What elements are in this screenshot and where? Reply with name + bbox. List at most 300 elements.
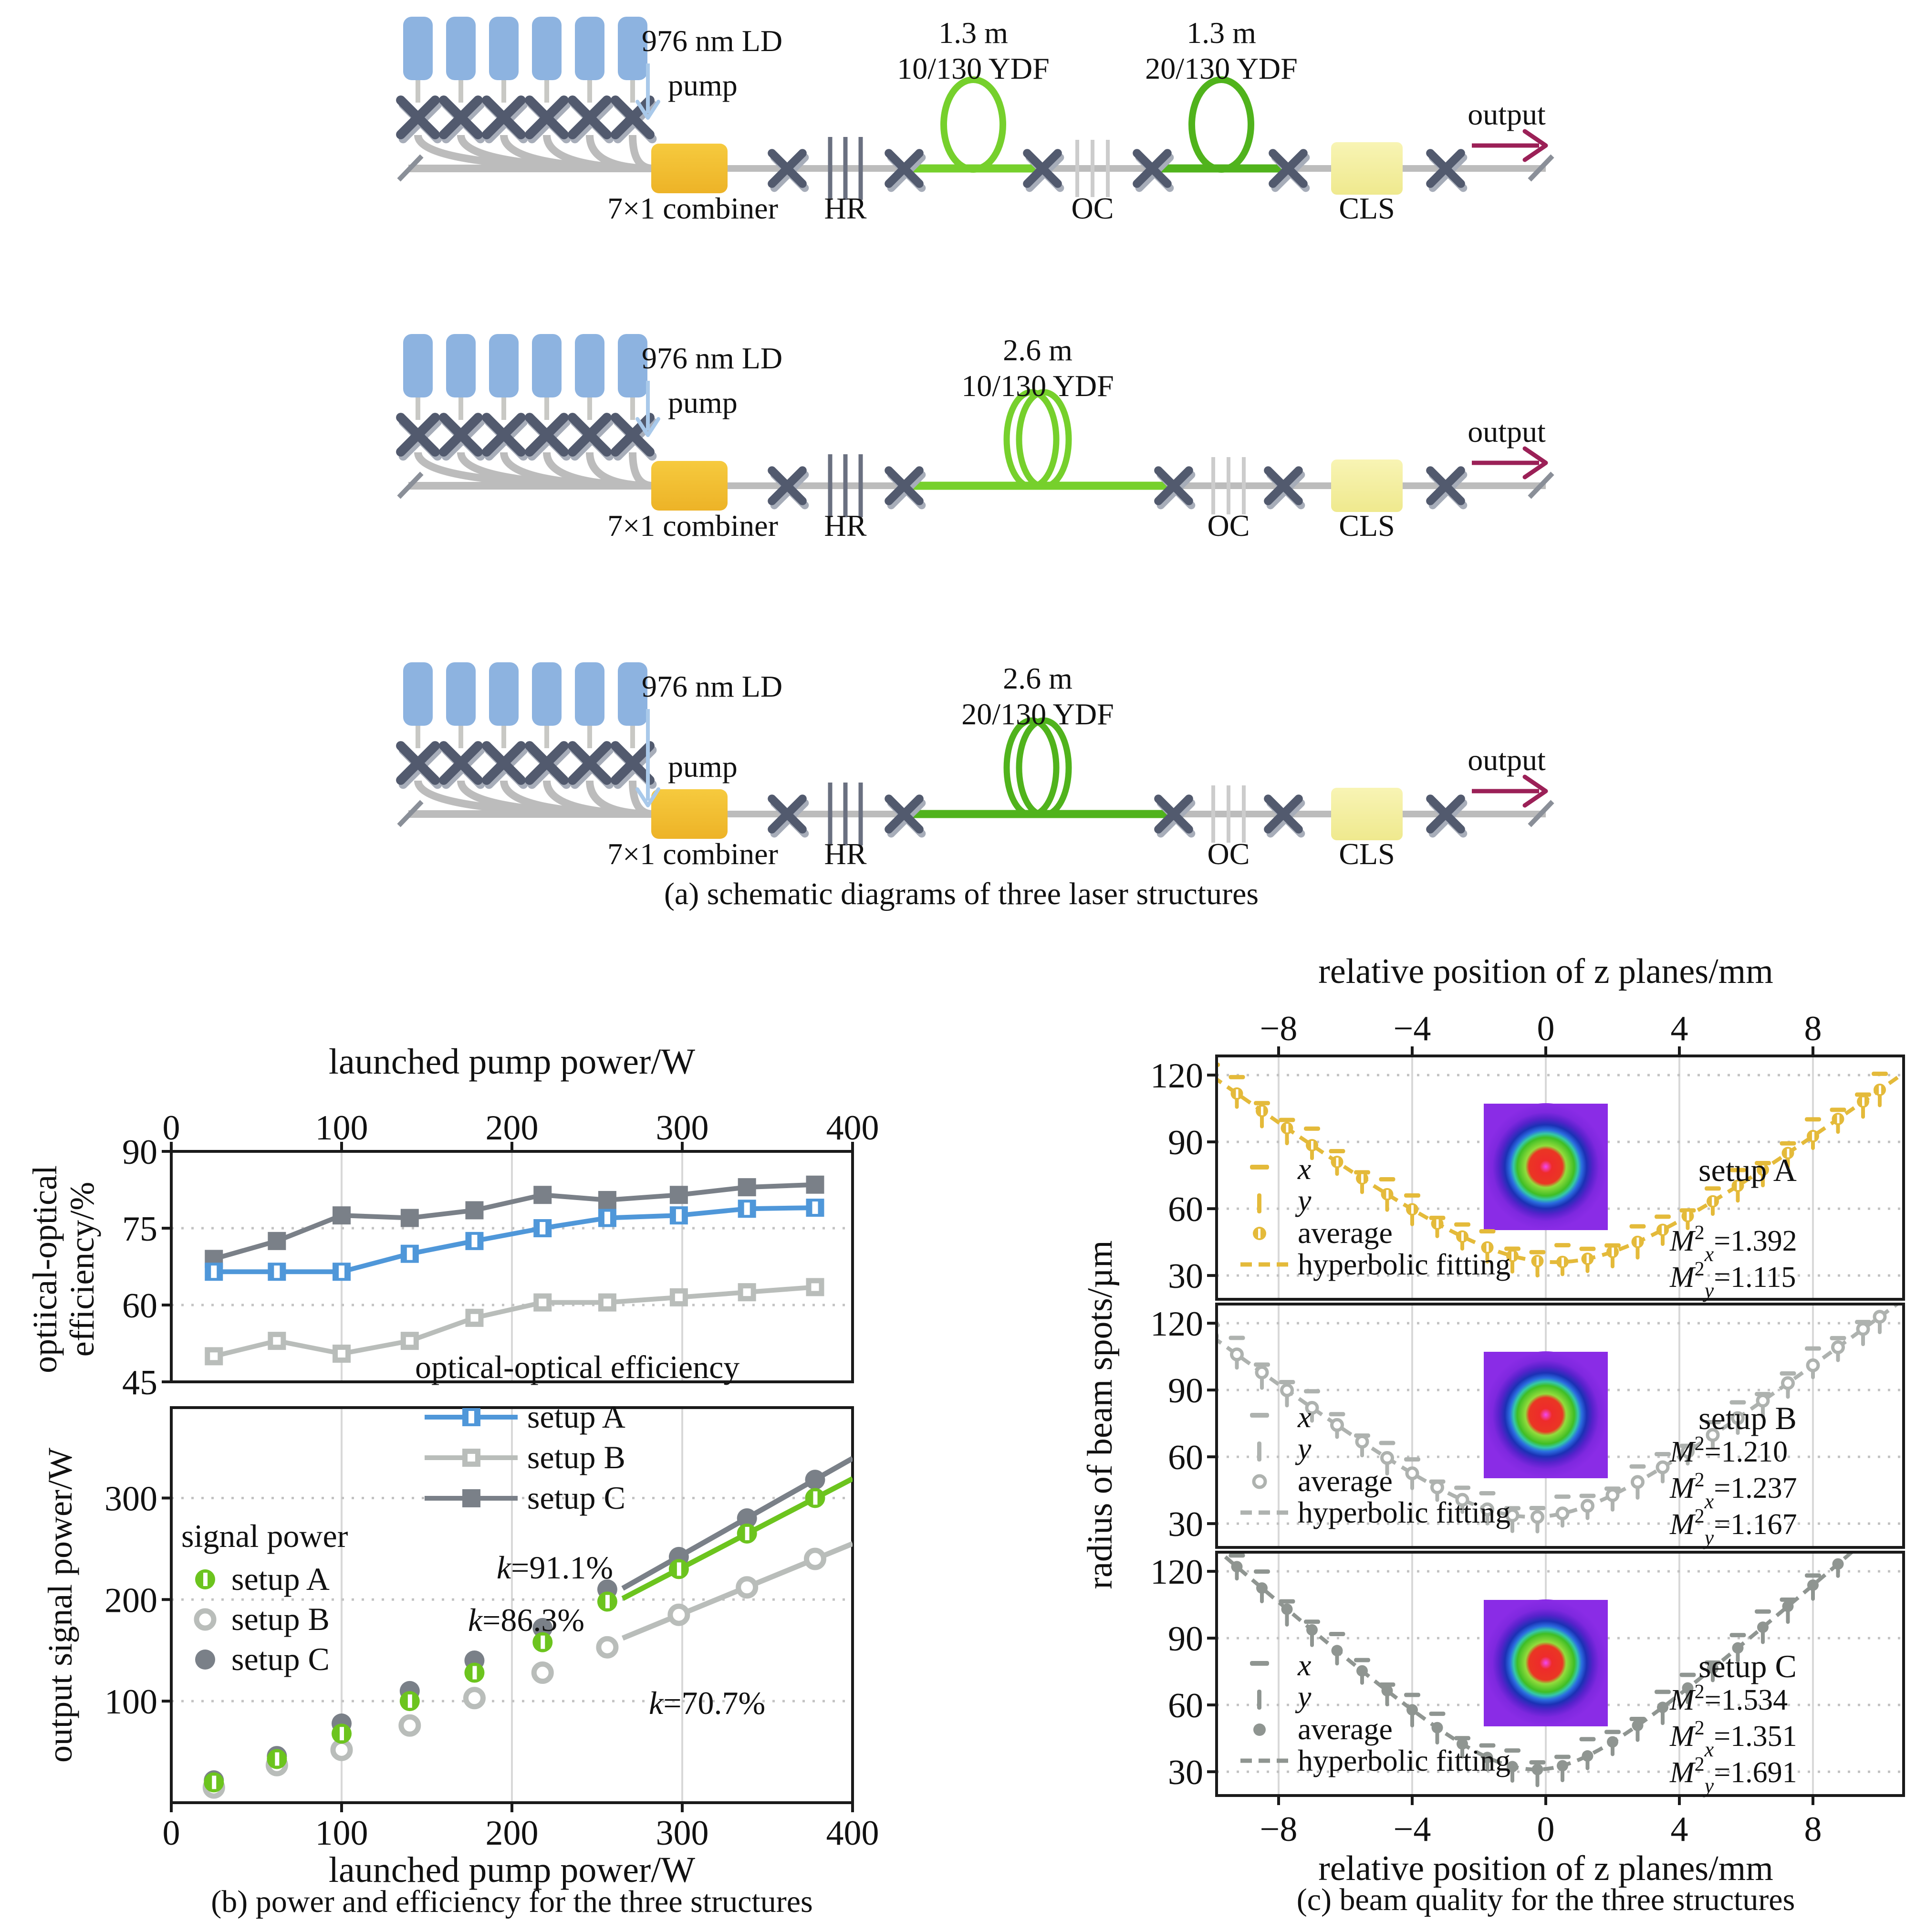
marker-slit <box>604 1212 610 1224</box>
combiner-box <box>651 789 728 839</box>
tspan: x <box>1704 1490 1714 1513</box>
x-radius-marker <box>1680 1673 1696 1677</box>
bottom-tick-label: 4 <box>1670 1810 1688 1849</box>
legend-y-marker <box>1257 1193 1261 1213</box>
pump-diode <box>532 662 562 726</box>
y-tick-label: 90 <box>1168 1123 1203 1163</box>
beam-panel <box>1150 1046 1906 1302</box>
legend-x-marker <box>1250 1165 1269 1170</box>
data-point <box>465 1201 483 1219</box>
tspan: y <box>1704 1526 1714 1549</box>
fiber-type-label: 20/130 YDF <box>961 697 1114 731</box>
marker-slit <box>471 1235 477 1247</box>
tspan: M <box>1670 1436 1695 1468</box>
x-radius-marker <box>1780 1371 1796 1376</box>
legend-label: hyperbolic fitting <box>1298 1247 1511 1281</box>
y-tick-label: 30 <box>1168 1505 1203 1545</box>
pump-diode <box>575 17 604 80</box>
top-tick-label: −8 <box>1260 1009 1298 1048</box>
y-tick-label: 30 <box>1168 1257 1203 1296</box>
tspan: 2 <box>1694 1717 1705 1739</box>
average-marker <box>1306 1624 1318 1636</box>
marker-slit <box>1311 1141 1313 1149</box>
data-point <box>670 1186 688 1204</box>
average-marker <box>1582 1750 1593 1762</box>
x-radius-marker <box>1304 1127 1320 1131</box>
beam-spot-gradient <box>1484 1103 1608 1230</box>
bottom-tick-label: −4 <box>1393 1810 1431 1849</box>
x-radius-marker <box>1554 1494 1571 1499</box>
pump-diode <box>489 17 519 80</box>
marker-slit <box>1862 1097 1864 1106</box>
x-radius-marker <box>1454 1222 1470 1227</box>
average-marker <box>1607 1490 1618 1500</box>
legend-label: x <box>1298 1648 1312 1682</box>
ld-label: 976 nm LD <box>642 341 783 375</box>
x-radius-marker <box>1279 1118 1295 1122</box>
marker-slit <box>677 1562 681 1576</box>
x-radius-marker <box>1254 1101 1270 1105</box>
data-point <box>738 1178 756 1196</box>
average-marker <box>1632 1720 1644 1731</box>
marker-slit <box>812 1201 818 1214</box>
legend-label: setup A <box>231 1561 330 1597</box>
top-axis-tick-label: 400 <box>826 1108 879 1148</box>
x-radius-marker <box>1279 1599 1295 1604</box>
y-tick-label: 120 <box>1150 1305 1203 1344</box>
x-radius-marker <box>1580 1247 1596 1251</box>
average-marker <box>1406 1704 1418 1715</box>
bottom-axis-tick-label: 100 <box>315 1814 368 1853</box>
average-marker <box>1633 1477 1643 1487</box>
marker-slit <box>1537 1257 1539 1265</box>
legend-label: x <box>1298 1400 1312 1434</box>
average-marker <box>1432 1722 1443 1734</box>
tspan: =1.237 <box>1714 1472 1797 1504</box>
marker-slit <box>212 1775 216 1789</box>
data-point <box>462 1489 480 1507</box>
y-tick-label: 120 <box>1150 1056 1203 1096</box>
tspan: =70.7% <box>663 1685 766 1721</box>
y-tick-label: 300 <box>104 1479 157 1519</box>
data-point <box>533 1186 552 1204</box>
pump-diode <box>489 662 519 726</box>
legend-label: y <box>1298 1183 1312 1217</box>
marker-slit <box>1879 1086 1881 1094</box>
y-tick-label: 60 <box>122 1286 157 1326</box>
marker-hole <box>338 1350 345 1358</box>
average-marker <box>1783 1378 1793 1389</box>
x-radius-marker <box>1354 1658 1370 1662</box>
caption-a: (a) schematic diagrams of three laser structures <box>664 877 1259 911</box>
data-point <box>806 1176 824 1194</box>
tspan: =1.210 <box>1704 1436 1788 1468</box>
splice-x-icon <box>573 418 609 456</box>
x-radius-marker <box>1805 1117 1821 1121</box>
fiber-type-label: 10/130 YDF <box>961 369 1114 403</box>
x-radius-marker <box>1229 1553 1245 1557</box>
marker-slit <box>1258 1229 1260 1238</box>
x-radius-marker <box>1655 1214 1671 1219</box>
splice-x-icon <box>487 100 523 139</box>
average-marker <box>1833 1558 1844 1570</box>
legend-label: setup B <box>231 1601 330 1637</box>
m2-value <box>1669 1717 1797 1761</box>
x-radius-marker <box>1229 1336 1245 1340</box>
x-radius-marker <box>1755 1609 1771 1614</box>
cls-label: CLS <box>1339 191 1395 225</box>
marker-slit <box>1411 1205 1414 1214</box>
x-radius-marker <box>1830 1336 1846 1340</box>
marker-slit <box>203 1573 208 1586</box>
laser-structure-row <box>399 16 1552 225</box>
legend-label: average <box>1298 1712 1393 1746</box>
y-tick-label: 120 <box>1150 1553 1203 1592</box>
pump-label: pump <box>668 750 738 783</box>
marker-slit <box>1437 1219 1439 1228</box>
legend-label: y <box>1298 1431 1312 1465</box>
data-point <box>197 1611 214 1628</box>
marker-slit <box>211 1265 217 1278</box>
pump-diode <box>532 334 562 397</box>
data-point <box>739 1579 756 1596</box>
marker-slit <box>1511 1252 1514 1260</box>
beam-spot-gradient <box>1484 1599 1608 1726</box>
marker-hole <box>406 1337 414 1345</box>
x-radius-marker <box>1379 1441 1395 1445</box>
marker-hole <box>210 1352 218 1360</box>
tspan: k <box>468 1602 482 1638</box>
panel-legend <box>1240 1648 1510 1777</box>
y-tick-label: 60 <box>1168 1190 1203 1230</box>
pump-diode <box>446 662 476 726</box>
y-axis-title: output signal power/W <box>41 1448 79 1763</box>
average-marker <box>1557 1508 1568 1519</box>
tspan: =1.534 <box>1704 1684 1788 1716</box>
beam-panel <box>1150 1505 1906 1805</box>
chart-power-efficiency <box>26 1042 879 1890</box>
y-axis-title: radius of beam spots/µm <box>1081 1240 1120 1589</box>
combiner-label: 7×1 combiner <box>607 191 778 225</box>
fiber-coil <box>1007 392 1056 487</box>
top-tick-label: 4 <box>1670 1009 1688 1048</box>
average-marker <box>1657 1702 1668 1713</box>
y-tick-label: 200 <box>104 1581 157 1620</box>
average-marker <box>1407 1468 1417 1479</box>
tspan: M <box>1670 1684 1695 1716</box>
average-marker <box>1607 1736 1618 1748</box>
y-tick-label: 75 <box>122 1210 157 1249</box>
marker-slit <box>540 1222 545 1234</box>
x-radius-marker <box>1329 1149 1345 1153</box>
legend-y-marker <box>1257 1690 1261 1710</box>
marker-slit <box>1712 1197 1714 1206</box>
marker-slit <box>1461 1232 1464 1241</box>
marker-slit <box>1612 1248 1614 1256</box>
marker-slit <box>1286 1124 1289 1132</box>
caption-b: (b) power and efficiency for the three structures <box>211 1884 813 1919</box>
average-marker <box>1357 1436 1367 1447</box>
x-radius-marker <box>1780 1141 1796 1146</box>
splice-x-icon <box>487 418 523 456</box>
fiber-length-label: 2.6 m <box>1003 333 1073 367</box>
marker-slit <box>676 1209 682 1222</box>
top-axis-tick-label: 300 <box>656 1108 709 1148</box>
combiner-label: 7×1 combiner <box>607 837 778 871</box>
legend-title: optical-optical efficiency <box>415 1349 740 1385</box>
tspan: =1.167 <box>1714 1508 1797 1541</box>
splice-x-icon <box>530 418 566 456</box>
tspan: =86.3% <box>482 1602 584 1638</box>
tspan: y <box>1704 1774 1714 1797</box>
top-axis-title: launched pump power/W <box>328 1042 696 1082</box>
y-tick-label: 60 <box>1168 1686 1203 1726</box>
marker-slit <box>472 1666 477 1680</box>
tspan: 2 <box>1694 1754 1705 1775</box>
marker-slit <box>1837 1115 1840 1123</box>
x-radius-marker <box>1304 1389 1320 1393</box>
pump-diode <box>446 17 476 80</box>
marker-hole <box>273 1337 281 1345</box>
x-radius-marker <box>1329 1412 1345 1416</box>
bottom-tick-label: 8 <box>1804 1810 1822 1849</box>
schematic-section <box>399 16 1552 871</box>
y-tick-label: 90 <box>1168 1371 1203 1411</box>
y-radius-marker <box>1210 1332 1214 1350</box>
bottom-tick-label: −8 <box>1260 1810 1298 1849</box>
data-point <box>195 1650 215 1670</box>
marker-slit <box>339 1265 344 1278</box>
tspan: 2 <box>1694 1469 1705 1491</box>
m2-value <box>1669 1222 1797 1266</box>
ld-label: 976 nm LD <box>642 669 783 703</box>
y-tick-label: 100 <box>104 1682 157 1722</box>
splice-x-icon <box>401 100 437 139</box>
x-radius-marker <box>1630 1224 1646 1229</box>
tspan: =1.392 <box>1714 1225 1797 1257</box>
pump-diode <box>575 662 604 726</box>
y-tick-label: 30 <box>1168 1753 1203 1793</box>
marker-slit <box>1336 1158 1339 1166</box>
legend-x-marker <box>1250 1661 1269 1666</box>
slope-annotation <box>497 1549 613 1586</box>
average-marker <box>1874 1312 1885 1322</box>
legend-avg-marker <box>1254 1476 1265 1487</box>
average-marker <box>1432 1482 1443 1493</box>
fiber-length-label: 2.6 m <box>1003 661 1073 695</box>
legend-label: hyperbolic fitting <box>1298 1744 1511 1777</box>
slope-annotation <box>649 1685 765 1721</box>
m2-value <box>1669 1754 1797 1797</box>
x-radius-marker <box>1805 1347 1821 1351</box>
panel-legend <box>1240 1400 1510 1529</box>
average-marker <box>1757 1621 1769 1633</box>
average-marker <box>1232 1349 1242 1359</box>
pump-diode <box>532 17 562 80</box>
cls-label: CLS <box>1339 509 1395 543</box>
tspan: M <box>1670 1225 1695 1257</box>
panel-legend <box>1240 1152 1510 1281</box>
oc-label: OC <box>1071 191 1114 225</box>
x-radius-marker <box>1379 1177 1395 1181</box>
average-marker <box>1282 1385 1292 1396</box>
marker-slit <box>1261 1107 1263 1115</box>
x-radius-marker <box>1805 1573 1821 1577</box>
pump-diode <box>489 334 519 397</box>
output-label: output <box>1468 415 1546 449</box>
series-line <box>214 1185 815 1259</box>
marker-hole <box>539 1299 546 1306</box>
marker-slit <box>1812 1132 1814 1140</box>
legend-efficiency <box>415 1349 739 1516</box>
m2-value <box>1669 1681 1788 1716</box>
output-label: output <box>1468 743 1546 777</box>
bottom-axis-tick-label: 0 <box>162 1814 180 1853</box>
splice-x-icon <box>487 746 523 784</box>
fiber-coil <box>1019 392 1069 487</box>
top-tick-label: 8 <box>1804 1009 1822 1048</box>
fiber-coil <box>944 80 1003 169</box>
cls-box <box>1331 460 1403 512</box>
x-radius-marker <box>1479 1229 1496 1233</box>
m2-value <box>1669 1505 1797 1549</box>
hr-label: HR <box>824 191 867 225</box>
x-radius-marker <box>1655 1690 1671 1694</box>
tspan: x <box>1704 1738 1714 1761</box>
hr-label: HR <box>824 509 867 543</box>
marker-slit <box>1386 1190 1389 1199</box>
marker-slit <box>1637 1238 1639 1246</box>
average-marker <box>1532 1512 1543 1522</box>
legend-signal-power <box>181 1518 348 1677</box>
average-marker <box>1557 1760 1568 1772</box>
x-radius-marker <box>1580 1493 1596 1498</box>
marker-slit <box>605 1595 610 1608</box>
oc-label: OC <box>1207 509 1250 543</box>
y-tick-label: 60 <box>1168 1438 1203 1478</box>
top-tick-label: −4 <box>1393 1009 1431 1048</box>
top-axis-tick-label: 0 <box>162 1108 180 1148</box>
bottom-tick-label: 0 <box>1537 1810 1555 1849</box>
cls-label: CLS <box>1339 837 1395 871</box>
average-marker <box>1583 1501 1593 1511</box>
legend-label: setup B <box>527 1439 625 1475</box>
x-radius-marker <box>1530 1506 1546 1510</box>
average-marker <box>1532 1764 1543 1775</box>
x-radius-marker <box>1404 1693 1420 1697</box>
x-radius-marker <box>1830 1107 1846 1112</box>
splice-x-icon <box>573 100 609 139</box>
legend-label: average <box>1298 1464 1393 1498</box>
fiber-coil <box>1019 721 1069 815</box>
marker-slit <box>1562 1258 1564 1266</box>
x-radius-marker <box>1872 1072 1888 1076</box>
average-marker <box>1332 1420 1343 1430</box>
data-point <box>534 1664 551 1681</box>
x-radius-marker <box>1304 1619 1320 1624</box>
data-point <box>805 1470 825 1490</box>
splice-x-icon <box>573 746 609 784</box>
tspan: 2 <box>1694 1505 1705 1527</box>
marker-hole <box>743 1288 751 1296</box>
splice-x-icon <box>401 418 437 456</box>
beam-panel <box>1150 1297 1906 1549</box>
data-point <box>401 1717 418 1734</box>
marker-slit <box>408 1694 412 1708</box>
combiner-box <box>651 461 728 511</box>
x-radius-marker <box>1604 1730 1621 1734</box>
y-tick-label: 90 <box>122 1133 157 1172</box>
pump-diode <box>575 334 604 397</box>
tspan: =1.351 <box>1714 1720 1797 1753</box>
average-marker <box>1382 1452 1393 1463</box>
data-point <box>806 1550 823 1567</box>
average-marker <box>1231 1561 1243 1572</box>
pump-diode <box>403 17 433 80</box>
marker-slit <box>275 1752 279 1765</box>
setup-label: setup A <box>1698 1152 1797 1188</box>
slope-annotation <box>468 1602 584 1638</box>
average-marker <box>1256 1582 1268 1594</box>
bottom-axis-tick-label: 400 <box>826 1814 879 1853</box>
beam-spot-gradient <box>1484 1351 1608 1478</box>
marker-slit <box>1662 1225 1664 1234</box>
legend-y-marker <box>1257 1441 1261 1462</box>
x-radius-marker <box>1655 1452 1671 1456</box>
x-radius-marker <box>1530 1250 1546 1254</box>
y-tick-label: 90 <box>1168 1619 1203 1659</box>
x-radius-marker <box>1580 1737 1596 1741</box>
data-point <box>268 1232 286 1250</box>
average-marker <box>1808 1360 1818 1370</box>
marker-hole <box>811 1283 819 1291</box>
top-axis-tick-label: 100 <box>315 1108 368 1148</box>
top-axis-title: relative position of z planes/mm <box>1318 952 1773 991</box>
y-tick-label: 45 <box>122 1363 157 1402</box>
legend-avg-marker <box>1253 1723 1266 1736</box>
data-point <box>401 1209 419 1227</box>
pump-diode <box>403 334 433 397</box>
marker-hole <box>470 1314 478 1322</box>
legend-label: average <box>1298 1216 1393 1250</box>
chart-beam-quality <box>1081 952 1906 1888</box>
x-radius-marker <box>1429 1712 1446 1716</box>
legend-label: x <box>1298 1152 1312 1186</box>
x-radius-marker <box>1229 1075 1245 1079</box>
bottom-axis-title: relative position of z planes/mm <box>1318 1849 1773 1888</box>
m2-value <box>1669 1258 1796 1302</box>
marker-slit <box>744 1202 750 1215</box>
tspan: M <box>1670 1472 1695 1504</box>
tspan: 2 <box>1694 1222 1705 1244</box>
y-axis-title: optiical-optical <box>26 1165 64 1373</box>
cls-box <box>1331 142 1403 195</box>
x-radius-marker <box>1630 1464 1646 1469</box>
legend-label: y <box>1298 1680 1312 1713</box>
combiner-label: 7×1 combiner <box>607 509 778 543</box>
average-marker <box>1657 1462 1668 1472</box>
marker-slit <box>274 1265 280 1278</box>
tspan: M <box>1670 1261 1695 1294</box>
data-point <box>466 1690 483 1707</box>
pump-diode <box>403 662 433 726</box>
marker-hole <box>468 1454 475 1462</box>
x-radius-marker <box>1404 1457 1420 1462</box>
splice-x-icon <box>444 746 480 784</box>
x-radius-marker <box>1554 1243 1571 1247</box>
average-marker <box>1807 1579 1819 1591</box>
splice-x-icon <box>530 100 566 139</box>
